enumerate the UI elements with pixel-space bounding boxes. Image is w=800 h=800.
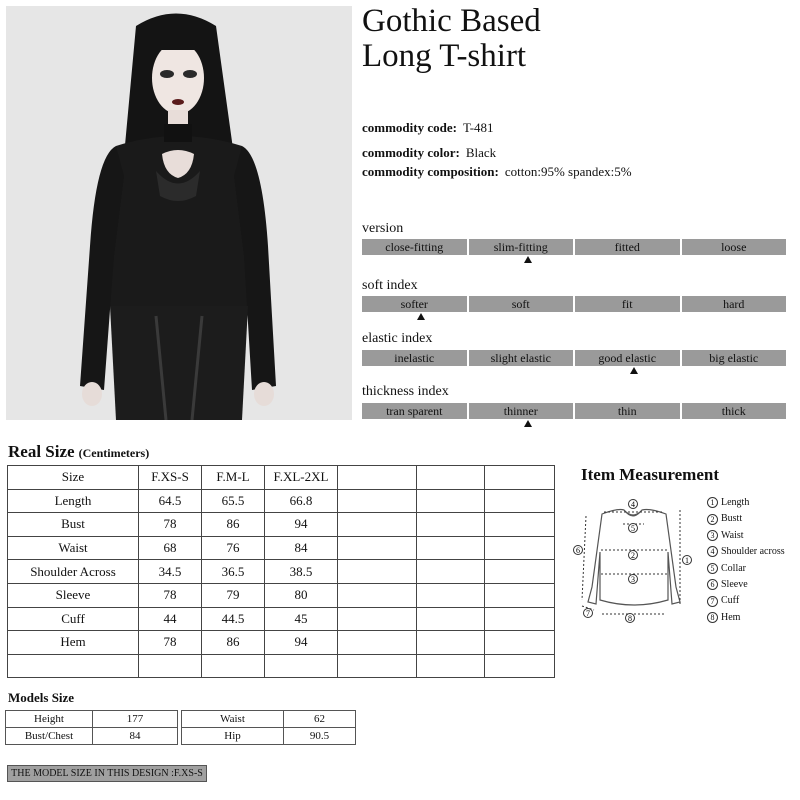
legend-number: 5 (707, 563, 718, 574)
thickness-option: thin (575, 403, 680, 419)
empty-cell (485, 607, 555, 631)
table-cell: 34.5 (139, 560, 202, 584)
version-option: close-fitting (362, 239, 467, 255)
height-label: Height (6, 711, 93, 728)
real-size-heading: Real Size (8, 442, 75, 461)
legend-number: 3 (707, 530, 718, 541)
empty-cell (338, 489, 417, 513)
thickness-index-marker (524, 420, 532, 427)
badge-8-label: 8 (628, 614, 632, 623)
header-cell: F.M-L (202, 466, 265, 490)
version-option: fitted (575, 239, 680, 255)
table-row (8, 536, 555, 560)
commodity-composition (362, 164, 632, 180)
empty-cell (417, 631, 485, 655)
empty-cell (338, 536, 417, 560)
elastic-index-marker (630, 367, 638, 374)
table-row (8, 560, 555, 584)
commodity-color-value: Black (465, 145, 497, 160)
empty-cell (485, 513, 555, 537)
empty-cell (417, 560, 485, 584)
real-size-title (8, 442, 149, 462)
commodity-color (362, 145, 496, 161)
table-cell: 65.5 (202, 489, 265, 513)
row-label: Hem (8, 631, 139, 655)
legend-label: Bustt (721, 513, 743, 525)
empty-cell (485, 583, 555, 607)
legend-number: 6 (707, 579, 718, 590)
empty-cell (417, 607, 485, 631)
product-title (362, 4, 541, 74)
row-label: Cuff (8, 607, 139, 631)
thickness-index-label: thickness index (362, 384, 449, 399)
thickness-index-scale (362, 403, 786, 419)
legend-item (707, 610, 785, 626)
models-size-table (5, 710, 356, 745)
legend-label: Collar (721, 562, 746, 574)
soft-index-marker (417, 313, 425, 320)
legend-item (707, 577, 785, 593)
elastic-option: inelastic (362, 350, 467, 366)
header-cell: F.XL-2XL (265, 466, 338, 490)
table-cell: 66.8 (265, 489, 338, 513)
commodity-code-label: commodity code: (362, 120, 457, 135)
empty-cell (338, 560, 417, 584)
soft-option: hard (682, 296, 787, 312)
empty-cell (8, 654, 139, 678)
badge-1-label: 1 (685, 556, 689, 565)
height-value: 177 (93, 711, 178, 728)
badge-2-label: 2 (631, 551, 635, 560)
legend-label: Shoulder across (721, 546, 785, 558)
empty-cell (417, 513, 485, 537)
badge-4-label: 4 (631, 500, 635, 509)
hip-value: 90.5 (284, 728, 356, 745)
empty-cell (338, 583, 417, 607)
commodity-code-value: T-481 (462, 120, 494, 135)
table-cell: 80 (265, 583, 338, 607)
table-cell: 68 (139, 536, 202, 560)
table-cell: 78 (139, 513, 202, 537)
legend-label: Length (721, 497, 750, 508)
empty-cell (485, 466, 555, 490)
table-row (8, 489, 555, 513)
badge-3-label: 3 (631, 575, 635, 584)
empty-cell (485, 631, 555, 655)
commodity-code (362, 120, 494, 136)
table-cell: 44 (139, 607, 202, 631)
version-option: slim-fitting (469, 239, 574, 255)
table-row (8, 583, 555, 607)
legend-item (707, 511, 785, 527)
elastic-option: big elastic (682, 350, 787, 366)
table-row (8, 513, 555, 537)
table-row (8, 607, 555, 631)
table-header-row (8, 466, 555, 490)
row-label: Sleeve (8, 583, 139, 607)
table-row (8, 631, 555, 655)
empty-cell (485, 536, 555, 560)
bust-label: Bust/Chest (6, 728, 93, 745)
commodity-color-label: commodity color: (362, 145, 460, 160)
elastic-option: good elastic (575, 350, 680, 366)
table-cell: 64.5 (139, 489, 202, 513)
badge-7-label: 7 (586, 609, 590, 618)
table-cell: 79 (202, 583, 265, 607)
legend-item (707, 593, 785, 609)
badge-6-label: 6 (576, 546, 580, 555)
soft-option: fit (575, 296, 680, 312)
legend-number: 1 (707, 497, 718, 508)
table-cell: 76 (202, 536, 265, 560)
table-cell: 78 (139, 583, 202, 607)
table-cell: 86 (202, 631, 265, 655)
table-cell: 94 (265, 631, 338, 655)
empty-cell (485, 560, 555, 584)
soft-option: soft (469, 296, 574, 312)
legend-item (707, 495, 785, 511)
legend-number: 7 (707, 596, 718, 607)
legend-label: Hem (721, 611, 741, 623)
empty-cell (338, 466, 417, 490)
row-label: Waist (8, 536, 139, 560)
legend-item (707, 544, 785, 560)
soft-option: softer (362, 296, 467, 312)
thickness-option: tran sparent (362, 403, 467, 419)
empty-cell (417, 583, 485, 607)
row-label: Length (8, 489, 139, 513)
empty-cell (417, 489, 485, 513)
legend-item (707, 528, 785, 544)
table-cell: 86 (202, 513, 265, 537)
hip-label: Hip (182, 728, 284, 745)
legend-item (707, 561, 785, 577)
empty-cell (338, 631, 417, 655)
real-size-unit: (Centimeters) (78, 446, 150, 460)
models-row (6, 711, 356, 728)
legend-label: Waist (721, 529, 744, 541)
empty-cell (417, 536, 485, 560)
commodity-composition-label: commodity composition: (362, 164, 499, 179)
badge-5-label: 5 (631, 524, 635, 533)
waist-value: 62 (284, 711, 356, 728)
item-measurement-title: Item Measurement (581, 465, 720, 484)
empty-cell (202, 654, 265, 678)
sleeve-line (582, 516, 586, 600)
measurement-legend (707, 495, 785, 626)
models-row (6, 728, 356, 745)
thickness-option: thick (682, 403, 787, 419)
models-size-title: Models Size (8, 690, 75, 705)
title-line-1: Gothic Based (362, 3, 541, 39)
legend-label: Sleeve (721, 579, 748, 591)
empty-cell (485, 489, 555, 513)
header-cell: Size (8, 466, 139, 490)
version-scale (362, 239, 786, 255)
table-cell: 44.5 (202, 607, 265, 631)
version-marker (524, 256, 532, 263)
soft-index-scale (362, 296, 786, 312)
table-cell: 84 (265, 536, 338, 560)
empty-cell (417, 654, 485, 678)
table-cell: 38.5 (265, 560, 338, 584)
empty-cell (338, 654, 417, 678)
model-size-note: THE MODEL SIZE IN THIS DESIGN :F.XS-S (7, 765, 207, 782)
elastic-index-scale (362, 350, 786, 366)
header-cell: F.XS-S (139, 466, 202, 490)
table-cell: 78 (139, 631, 202, 655)
product-photo (6, 6, 352, 420)
legend-number: 2 (707, 514, 718, 525)
empty-cell (338, 607, 417, 631)
empty-cell (265, 654, 338, 678)
legend-number: 8 (707, 612, 718, 623)
version-option: loose (682, 239, 787, 255)
commodity-composition-value: cotton:95% spandex:5% (504, 164, 632, 179)
soft-index-label: soft index (362, 278, 418, 293)
elastic-index-label: elastic index (362, 331, 433, 346)
table-cell: 45 (265, 607, 338, 631)
table-cell: 36.5 (202, 560, 265, 584)
row-label: Shoulder Across (8, 560, 139, 584)
waist-label: Waist (182, 711, 284, 728)
thickness-option: thinner (469, 403, 574, 419)
real-size-table (7, 465, 555, 678)
version-label: version (362, 221, 404, 236)
legend-label: Cuff (721, 595, 740, 607)
bust-value: 84 (93, 728, 178, 745)
legend-number: 4 (707, 546, 718, 557)
table-cell: 94 (265, 513, 338, 537)
row-label: Bust (8, 513, 139, 537)
measurement-diagram (568, 492, 698, 632)
title-line-2: Long T-shirt (362, 38, 527, 74)
elastic-option: slight elastic (469, 350, 574, 366)
empty-cell (338, 513, 417, 537)
empty-cell (417, 466, 485, 490)
table-row-empty (8, 654, 555, 678)
empty-cell (485, 654, 555, 678)
empty-cell (139, 654, 202, 678)
